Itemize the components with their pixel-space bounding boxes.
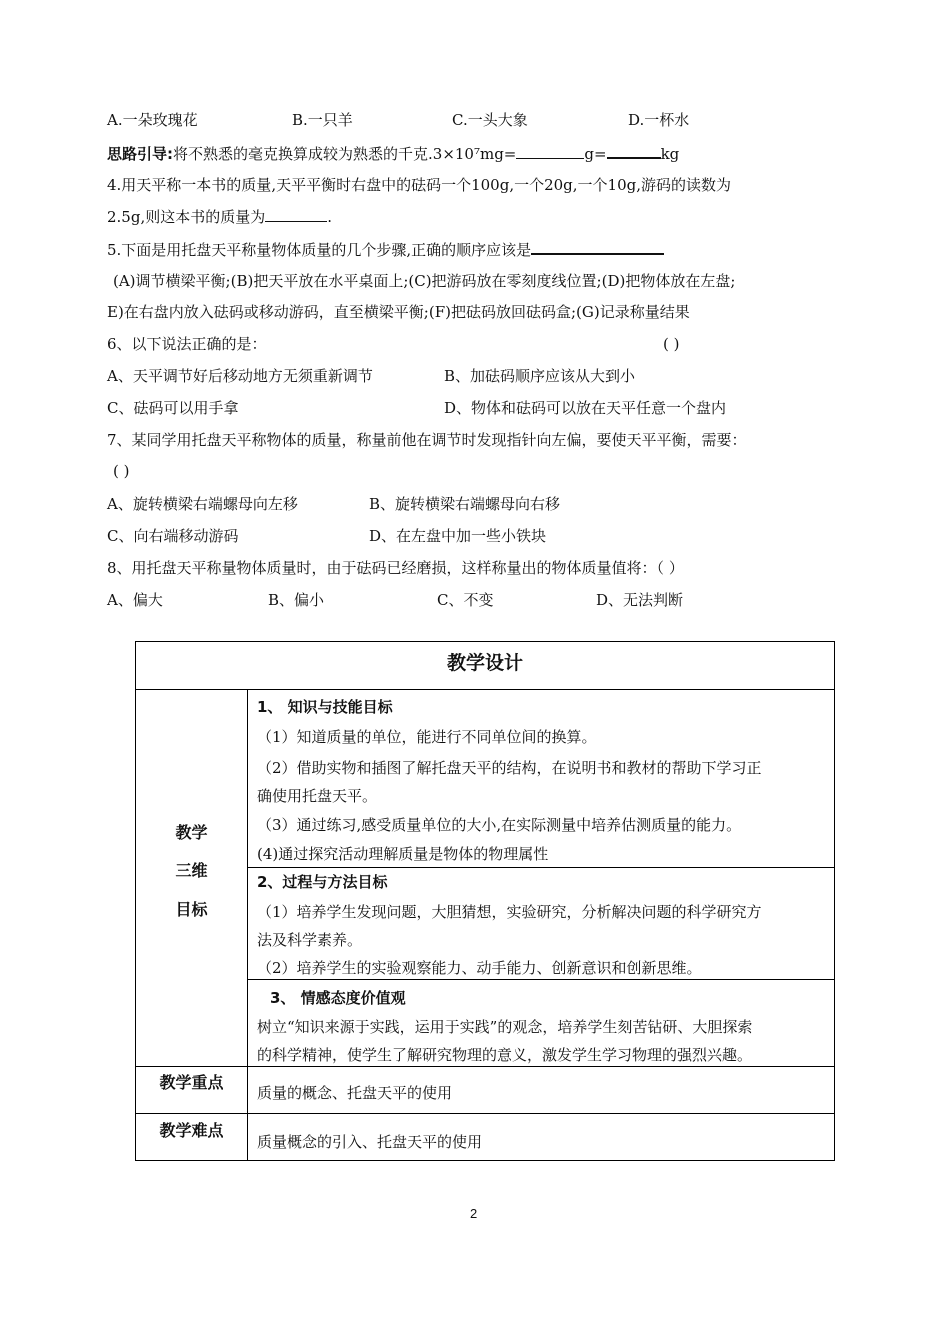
q8-option-b: B、偏小 bbox=[268, 591, 325, 609]
hint-kg: kg bbox=[660, 145, 680, 163]
sec3-item-2: 的科学精神，使学生了解研究物理的意义，激发学生学习物理的强烈兴趣。 bbox=[257, 1046, 753, 1064]
q7-option-c: C、向右端移动游码 bbox=[107, 527, 239, 545]
sec2-item-2: （2）培养学生的实验观察能力、动手能力、创新意识和创新思维。 bbox=[257, 959, 702, 977]
goals-label-2: 三维 bbox=[175, 861, 208, 880]
rule-sec2 bbox=[248, 979, 834, 980]
q6-stem: 6、以下说法正确的是： bbox=[107, 335, 267, 353]
sec1-item-4: (4)通过探究活动理解质量是物体的物理属性 bbox=[257, 845, 549, 863]
sec1-title: 1、 知识与技能目标 bbox=[257, 698, 393, 716]
table-title: 教学设计 bbox=[446, 652, 523, 674]
hint-label: 思路引导: bbox=[107, 145, 173, 163]
sec1-item-3: （3）通过练习,感受质量单位的大小,在实际测量中培养估测质量的能力。 bbox=[257, 816, 742, 834]
sec3-title: 3、 情感态度价值观 bbox=[270, 989, 406, 1007]
sec1-item-2-cont: 确使用托盘天平。 bbox=[257, 787, 378, 805]
sec2-item-1: （1）培养学生发现问题，大胆猜想，实验研究，分析解决问题的科学研究方 bbox=[257, 903, 762, 921]
difficulty-label: 教学难点 bbox=[159, 1121, 224, 1140]
q6-option-d: D、物体和砝码可以放在天平任意一个盘内 bbox=[444, 399, 727, 417]
q6-option-b: B、加砝码顺序应该从大到小 bbox=[444, 367, 636, 385]
sec3-item-1: 树立“知识来源于实践，运用于实践”的观念，培养学生刻苦钻研、大胆探索 bbox=[257, 1018, 753, 1036]
teaching-design-table bbox=[135, 641, 835, 1161]
sec2-title: 2、过程与方法目标 bbox=[257, 873, 388, 891]
goals-label-1: 教学 bbox=[175, 823, 208, 842]
q6-option-c: C、砝码可以用手拿 bbox=[107, 399, 239, 417]
q4-blank bbox=[265, 207, 327, 222]
q7-option-d: D、在左盘中加一些小铁块 bbox=[369, 527, 547, 545]
q4-line1: 4.用天平称一本书的质量,天平平衡时右盘中的砝码一个100g,一个20g,一个10g,游码的读数为 bbox=[107, 176, 731, 194]
sec1-item-2: （2）借助实物和插图了解托盘天平的结构，在说明书和教材的帮助下学习正 bbox=[257, 759, 762, 777]
q5-line1 bbox=[107, 239, 664, 260]
q8-option-a: A、偏大 bbox=[107, 591, 163, 609]
q5-text: 5.下面是用托盘天平称量物体质量的几个步骤,正确的顺序应该是 bbox=[107, 241, 532, 259]
q5-blank bbox=[531, 239, 664, 255]
q3-option-a: A.一朵玫瑰花 bbox=[107, 111, 198, 129]
q4-text: 2.5g,则这本书的质量为 bbox=[107, 208, 266, 226]
rule-sec1 bbox=[248, 867, 834, 868]
q3-option-b: B.一只羊 bbox=[292, 111, 353, 129]
rule-key bbox=[136, 1113, 834, 1114]
q6-paren: ( ) bbox=[663, 335, 680, 353]
q4-period: . bbox=[327, 208, 333, 226]
q4-line2 bbox=[107, 207, 332, 227]
q3-option-d: D.一杯水 bbox=[628, 111, 690, 129]
goals-label-3: 目标 bbox=[175, 900, 208, 919]
q3-hint bbox=[107, 143, 679, 164]
hint-g: g= bbox=[584, 145, 607, 163]
hint-text: 将不熟悉的毫克换算成较为熟悉的千克.3×10⁷mg= bbox=[173, 145, 517, 163]
rule-goals bbox=[136, 1066, 834, 1067]
q8-option-d: D、无法判断 bbox=[596, 591, 684, 609]
rule-column bbox=[247, 689, 248, 1161]
q8-option-c: C、不变 bbox=[437, 591, 494, 609]
q7-stem: 7、某同学用托盘天平称物体的质量，称量前他在调节时发现指针向左偏，要使天平平衡，需要： bbox=[107, 431, 747, 449]
q6-option-a: A、天平调节好后移动地方无须重新调节 bbox=[107, 367, 373, 385]
q5-line3: E)在右盘内放入砝码或移动游码，直至横梁平衡;(F)把砝码放回砝码盒;(G)记录称量结果 bbox=[107, 303, 690, 321]
key-label: 教学重点 bbox=[159, 1073, 224, 1092]
q5-line2: (A)调节横梁平衡;(B)把天平放在水平桌面上;(C)把游码放在零刻度线位置;(D)把物体放在左盘; bbox=[113, 272, 736, 290]
q7-option-a: A、旋转横梁右端螺母向左移 bbox=[107, 495, 298, 513]
rule-title bbox=[136, 689, 834, 690]
q7-paren: ( ) bbox=[113, 462, 130, 480]
blank-g bbox=[516, 144, 584, 159]
q8-stem: 8、用托盘天平称量物体质量时，由于砝码已经磨损，这样称量出的物体质量值将：（ ） bbox=[107, 559, 684, 577]
q3-option-c: C.一头大象 bbox=[452, 111, 528, 129]
blank-kg bbox=[607, 143, 661, 159]
key-value: 质量的概念、托盘天平的使用 bbox=[257, 1084, 453, 1102]
sec1-item-1: （1）知道质量的单位，能进行不同单位间的换算。 bbox=[257, 728, 597, 746]
sec2-item-1-cont: 法及科学素养。 bbox=[257, 931, 363, 949]
page-number: 2 bbox=[470, 1206, 478, 1221]
difficulty-value: 质量概念的引入、托盘天平的使用 bbox=[257, 1133, 483, 1151]
q7-option-b: B、旋转横梁右端螺母向右移 bbox=[369, 495, 561, 513]
